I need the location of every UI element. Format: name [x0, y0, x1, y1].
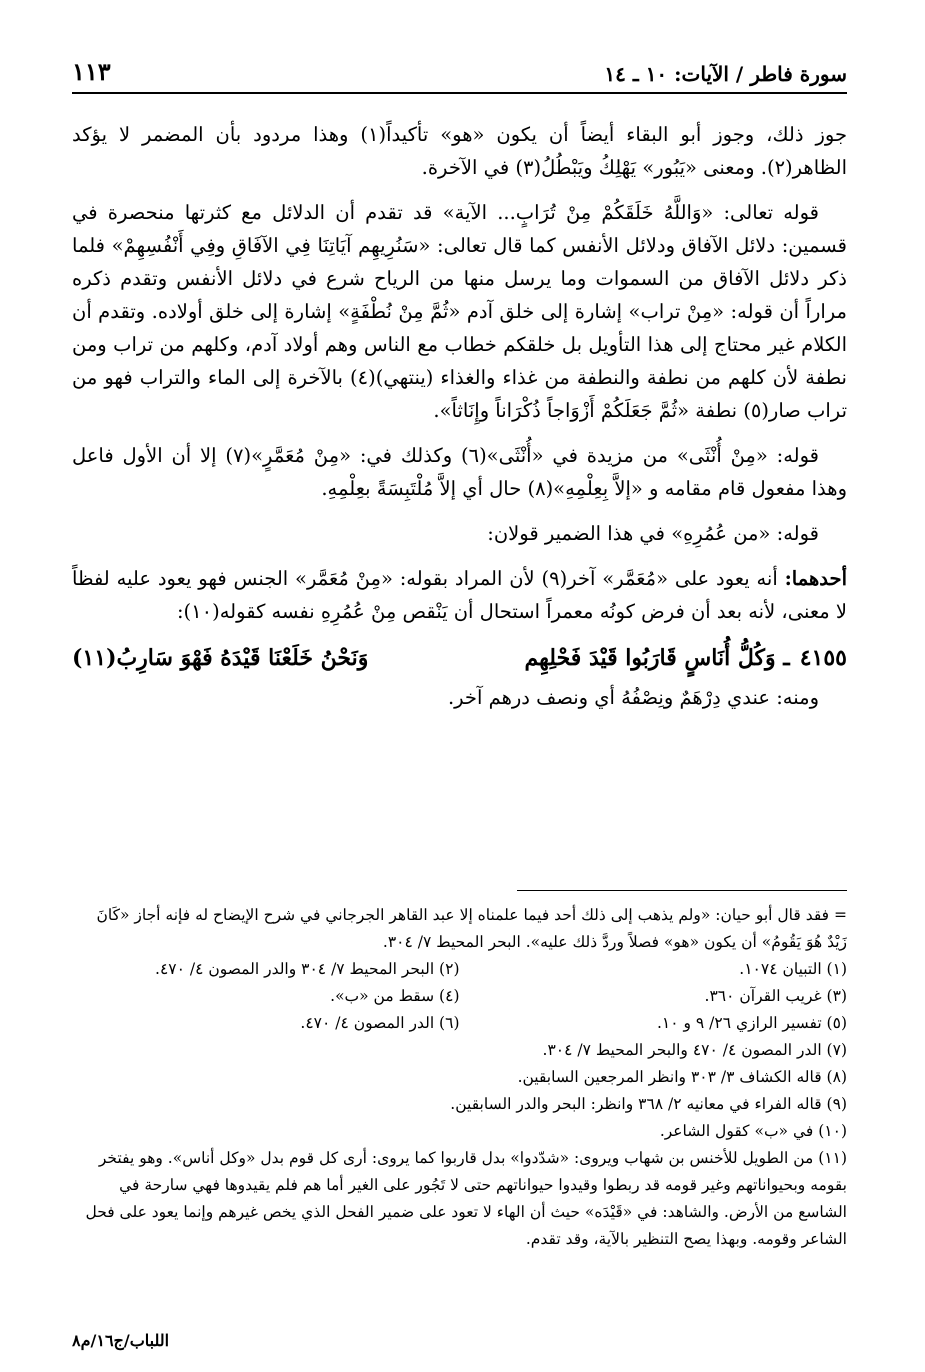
- running-title: سورة فاطر / الآيات: ١٠ ـ ١٤: [604, 62, 847, 86]
- printer-signature: اللباب/ج١٦/م٨: [72, 1331, 170, 1350]
- book-page: [72, 30, 847, 1350]
- footnote: (٢) البحر المحيط ٧/ ٣٠٤ والدر المصون ٤/ ٤٧٠.: [155, 960, 460, 978]
- verse-first-half: ـ وَكُلُّ أُنَاسٍ قَارَبُوا قَيْدَ فَحْلِهِم: [524, 645, 790, 671]
- footnote: (٣) غريب القرآن ٣٦٠.: [704, 987, 847, 1005]
- paragraph: جوز ذلك، وجوز أبو البقاء أيضاً أن يكون «هو» تأكيداً(١) وهذا مردود بأن المضمر لا يؤكد الظاهر(٢). ومعنى «يَبُور» يَهْلِكُ ويَبْطُلُ(٣) في الآخرة.: [72, 123, 848, 179]
- footnote: (٦) الدر المصون ٤/ ٤٧٠.: [300, 1014, 460, 1032]
- footnote-row: [72, 1010, 847, 1037]
- footnote: (١١) من الطويل للأخنس بن شهاب ويروى: «شدّدوا» بدل قاربوا كما يروى: أرى كل قوم بدل «وكل أناس». وهو يفتخر بقومه وبحيواناتهم وغير قومه قد ربطوا وقيدوا حيواناتهم حتى لا تَجُور على الغير أما هم فلم يقيدوها فهي سارحة في الشاسع من الأرض. والشاهد: في «قَيْدَه» حيث أن الهاء لا تعود على ضمير الفحل الذي يخص غيرهم وإنما يعود على فحل الشاعر وقومه. وبهذا يصح التنظير بالآية، وقد تقدم.: [85, 1149, 847, 1248]
- paragraph-after-verse: ومنه: عندي دِرْهَمٌ ونِصْفُهُ أي ونصف درهم آخر.: [447, 686, 819, 709]
- first-opinion-text: أنه يعود على «مُعَمَّر» آخر(٩) لأن المراد بقوله: «مِنْ مُعَمَّر» الجنس فهو يعود عليه لفظاً لا معنى، لأنه بعد أن فرض كونُه معمراً استحال أن يَنْقص مِنْ عُمُرِهِ نفسه كقوله(١٠):: [72, 567, 847, 623]
- footnote: (٤) سقط من «ب».: [330, 987, 460, 1005]
- footnote: (٧) الدر المصون ٤/ ٤٧٠ والبحر المحيط ٧/ ٣٠٤.: [542, 1041, 847, 1059]
- footnotes: [72, 902, 847, 1253]
- verse-second-hemistich: وَنَحْنُ خَلَعْنَا قَيْدَهُ فَهْوَ سَارِبُ(١١): [72, 645, 369, 671]
- paragraph: قوله تعالى: «وَاللَّهُ خَلَقَكُمْ مِنْ تُرَابٍ... الآية» قد تقدم أن الدلائل مع كثرتها منحصرة في قسمين: دلائل الآفاق ودلائل الأنفس كما قال تعالى: «سَنُرِيهِم آيَاتِنَا فِي الآفَاقِ وفِي أَنْفُسِهِمْ» فلما ذكر دلائل الآفاق من السموات وما يرسل منها من الرياح شرع في دلائل الأنفس وتقدم ذكره مراراً أن قوله: «مِنْ تراب» إشارة إلى خلق آدم «ثُمَّ مِنْ نُطْفَةٍ» إشارة إلى خلق أولاده. وتقدم أن الكلام غير محتاج إلى هذا التأويل بل خلقكم خطاب مع الناس وهم أولاد آدم، وكلهم من تراب ومن نطفة لأن كلهم من نطفة والنطفة من غذاء والغذاء (ينتهي)(٤) بالآخرة إلى الماء والتراب فهو من تراب صار(٥) نطفة «ثُمَّ جَعَلَكُمْ أَزْوَاجاً ذُكْرَاناً وإِنَاثاً».: [72, 201, 847, 422]
- footnote-row: [72, 956, 847, 983]
- footnote-continuation: = فقد قال أبو حيان: «ولم يذهب إلى ذلك أحد فيما علمناه إلا عبد القاهر الجرجاني في شرح الإيضاح له فإنه أجاز «كَانَ زَيْدٌ هُوَ يَقُومُ» أن يكون «هو» فصلاً وردَّ ذلك عليه». البحر المحيط ٧/ ٣٠٤.: [96, 906, 847, 951]
- first-opinion-paragraph: [72, 562, 847, 628]
- poetry-verse: [72, 642, 847, 675]
- footnote-row: [72, 983, 847, 1010]
- verse-number: ٤١٥٥: [799, 645, 847, 671]
- page-number: ١١٣: [72, 57, 111, 86]
- footnote: (٩) قاله الفراء في معانيه ٢/ ٣٦٨ وانظر: البحر والدر السابقين.: [450, 1095, 847, 1113]
- main-text: [72, 118, 847, 726]
- footnote: (٥) تفسير الرازي ٢٦/ ٩ و ١٠.: [656, 1014, 847, 1032]
- footnote: (١) التبيان ١٠٧٤.: [739, 960, 847, 978]
- footnote-separator: [517, 890, 847, 891]
- footnote: (١٠) في «ب» كقول الشاعر.: [659, 1122, 847, 1140]
- first-opinion-lead: أحدهما:: [784, 567, 847, 590]
- paragraph: قوله: «مِنْ أُنْثَى» من مزيدة في «أُنْثَى»(٦) وكذلك في: «مِنْ مُعَمَّرٍ»(٧) إلا أن الأول فاعل وهذا مفعول قام مقامه و «إلاَّ بِعِلْمِهِ»(٨) حال أي إلاَّ مُلْتَبِسَةً بعِلْمِهِ.: [72, 444, 847, 500]
- footnote: (٨) قاله الكشاف ٣/ ٣٠٣ وانظر المرجعين السابقين.: [517, 1068, 847, 1086]
- paragraph: قوله: «من عُمُرِهِ» في هذا الضمير قولان:: [487, 522, 819, 545]
- page-header: [72, 40, 847, 94]
- verse-first-hemistich: [525, 642, 848, 675]
